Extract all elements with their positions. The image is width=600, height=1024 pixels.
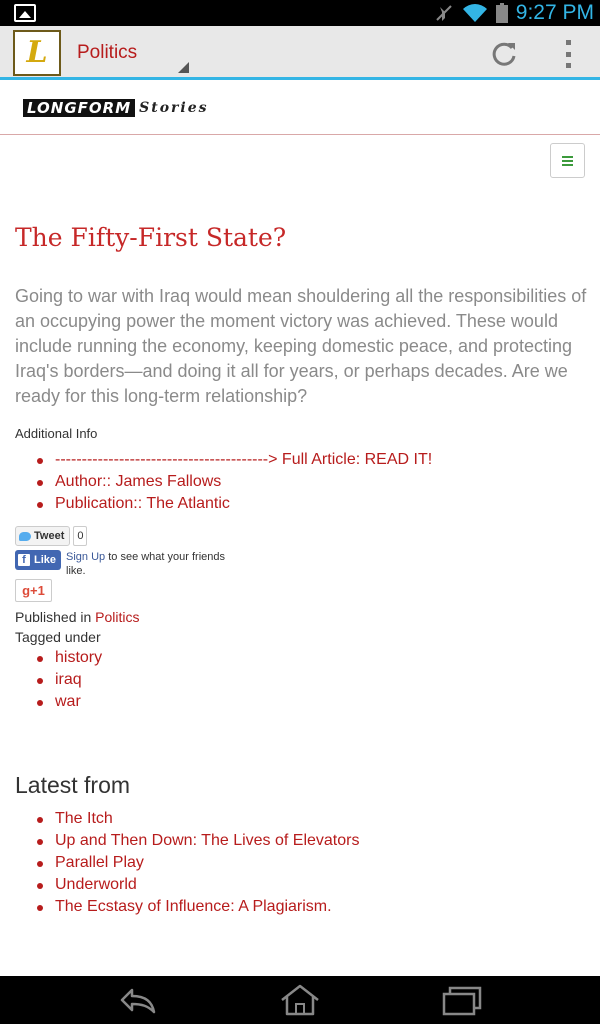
fb-like-label: Like: [34, 554, 57, 566]
tweet-widget: [15, 526, 87, 546]
gplus-button[interactable]: g+1: [15, 579, 52, 602]
latest-link[interactable]: The Itch: [55, 810, 113, 827]
site-logo[interactable]: [23, 98, 209, 118]
action-bar: [0, 26, 600, 80]
refresh-icon[interactable]: [489, 39, 519, 69]
fb-text: to see what your friends like.: [66, 551, 226, 577]
tweet-label: Tweet: [34, 530, 65, 542]
back-icon[interactable]: [118, 984, 158, 1016]
wifi-icon: [462, 3, 488, 23]
tweet-button[interactable]: [15, 526, 70, 546]
latest-link[interactable]: Underworld: [55, 876, 137, 893]
tagged-under-label: Tagged under: [15, 629, 101, 645]
list-item: [35, 852, 359, 874]
recent-apps-icon[interactable]: [442, 984, 482, 1016]
author-link[interactable]: James Fallows: [115, 473, 222, 490]
tags-list: [35, 647, 102, 713]
site-logo-block: LONGFORM: [23, 99, 135, 117]
spinner-caret-icon[interactable]: [178, 62, 189, 73]
list-item: [35, 691, 102, 713]
tweet-count: 0: [73, 526, 87, 546]
list-item: [35, 808, 359, 830]
latest-heading: Latest from: [15, 772, 131, 798]
additional-info-label: Additional Info: [15, 426, 98, 441]
tag-link[interactable]: war: [55, 693, 81, 710]
published-in: [15, 609, 140, 625]
status-time: 9:27 PM: [515, 1, 594, 24]
read-it-link[interactable]: READ IT!: [364, 451, 433, 468]
latest-link[interactable]: Parallel Play: [55, 854, 144, 871]
list-item: [35, 647, 102, 669]
nav-spinner-title[interactable]: Politics: [77, 42, 138, 63]
tag-link[interactable]: iraq: [55, 671, 82, 688]
publication-link[interactable]: The Atlantic: [146, 495, 230, 512]
list-item: [35, 669, 102, 691]
fb-signup-text: [66, 550, 231, 578]
list-item: [35, 830, 359, 852]
app-logo-icon[interactable]: L: [13, 30, 61, 76]
overflow-menu-icon[interactable]: [559, 40, 577, 68]
hamburger-menu-icon[interactable]: [550, 143, 585, 178]
status-bar: [0, 0, 600, 26]
tag-link[interactable]: history: [55, 649, 103, 666]
additional-info-list: [35, 449, 432, 515]
webview-content[interactable]: [0, 83, 600, 976]
twitter-bird-icon: [19, 532, 31, 541]
list-item: [35, 471, 432, 493]
fb-like-button[interactable]: [15, 550, 61, 570]
author-label: Author::: [55, 473, 112, 490]
home-icon[interactable]: [279, 984, 321, 1016]
site-logo-tail: Stories: [139, 100, 209, 116]
latest-link[interactable]: Up and Then Down: The Lives of Elevators: [55, 832, 360, 849]
publication-label: Publication::: [55, 495, 143, 512]
mute-icon: [434, 3, 454, 23]
fb-signup-link[interactable]: Sign Up: [66, 551, 106, 563]
full-article-prefix: ----------------------------------------> Full Article:: [55, 451, 361, 468]
battery-icon: [496, 3, 508, 23]
facebook-icon: f: [18, 554, 30, 566]
latest-link[interactable]: The Ecstasy of Influence: A Plagiarism.: [55, 898, 332, 915]
list-item: [35, 874, 359, 896]
article-title: The Fifty-First State?: [15, 223, 287, 252]
facebook-widget: [15, 550, 231, 578]
category-link[interactable]: Politics: [95, 609, 140, 625]
list-item: [35, 449, 432, 471]
published-in-label: Published in: [15, 609, 92, 625]
image-notification-icon: [14, 4, 36, 22]
article-summary: Going to war with Iraq would mean shouldering all the responsibilities of an occupying power the moment victory was achieved. These would include running the economy, keeping domestic peace, and protecting Iraq's borders—and doing it all for years, or perhaps decades. Are we ready for this long-term relationship?: [15, 286, 587, 406]
site-header: [0, 83, 600, 135]
list-item: [35, 493, 432, 515]
system-nav-bar: [0, 976, 600, 1024]
list-item: [35, 896, 359, 918]
latest-list: [35, 808, 359, 918]
